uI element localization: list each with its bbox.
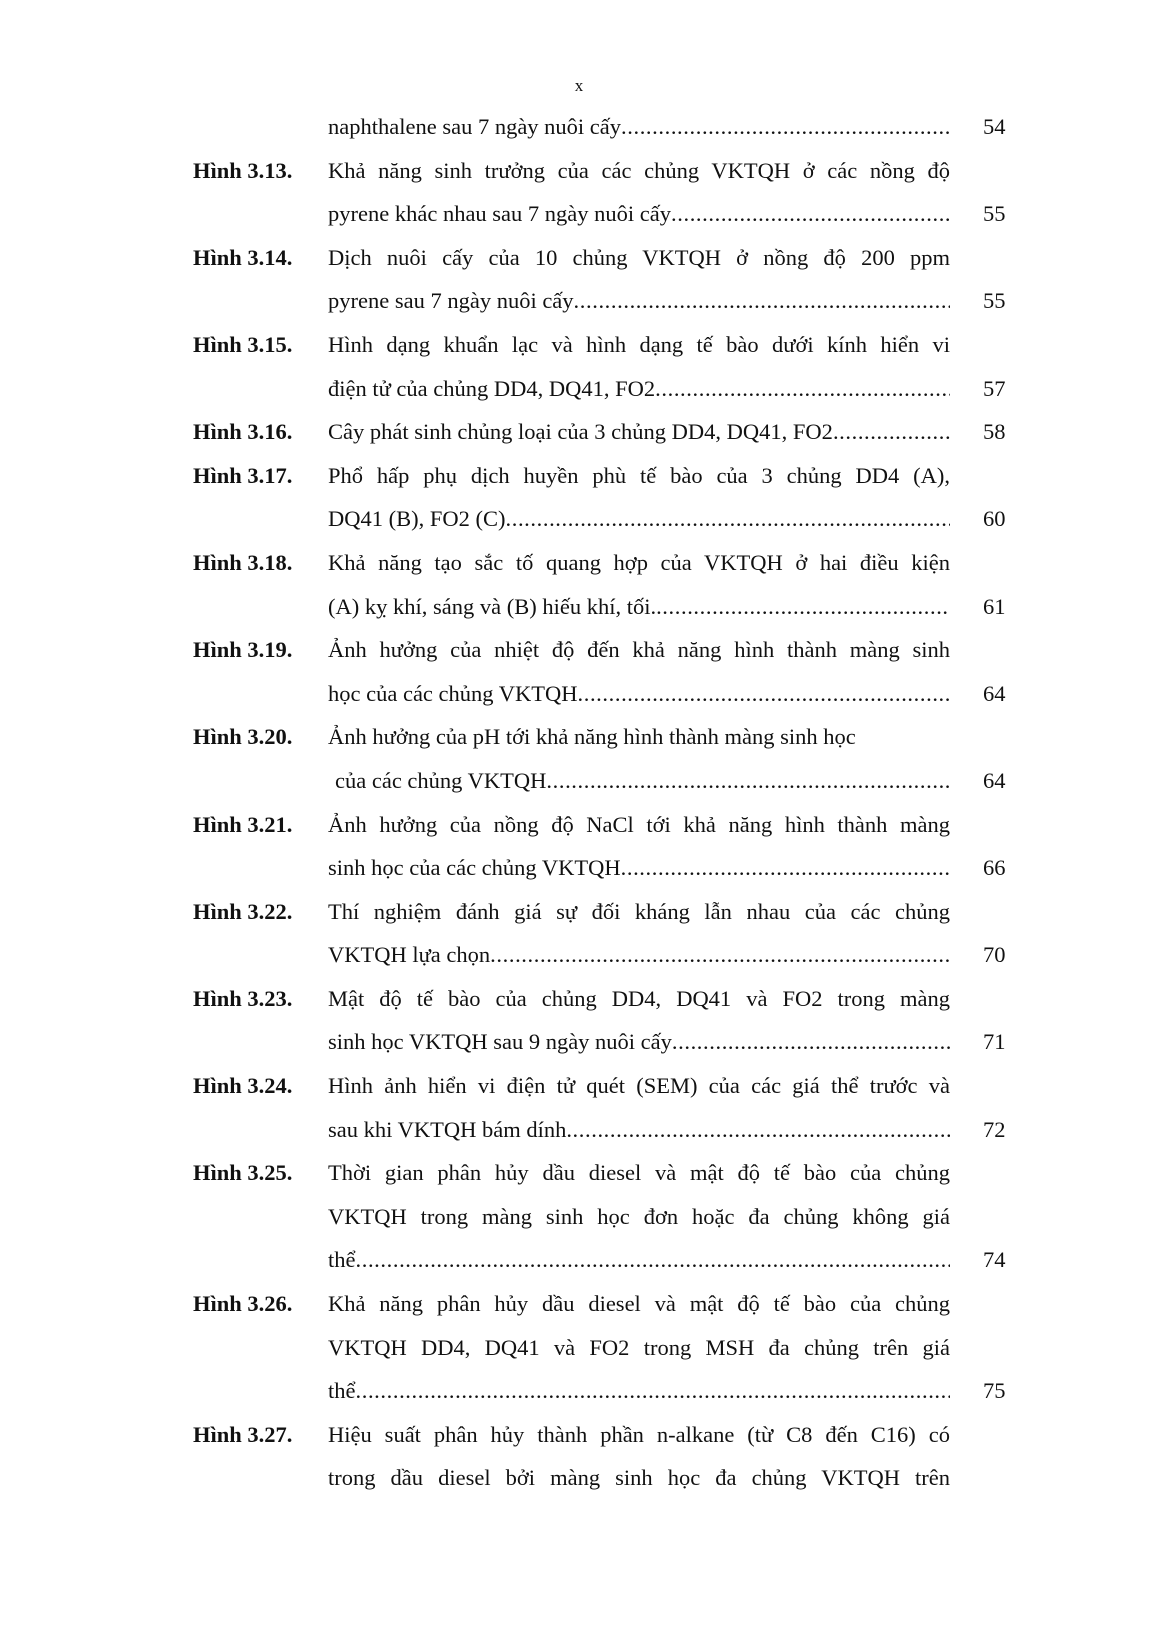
figure-title-text: Dịch nuôi cấy của 10 chủng VKTQH ở nồng độ 200 ppm [328,244,950,270]
dot-leader [490,933,950,977]
figure-entry-line [193,933,1033,977]
figure-entry-line [193,1369,1033,1413]
figure-title-text: Cây phát sinh chủng loại của 3 chủng DD4, DQ41, FO2 [328,419,833,445]
dot-leader [574,279,950,323]
page-number: 58 [983,419,1006,445]
figure-title-text: Thời gian phân hủy dầu diesel và mật độ tế bào của chủng [328,1160,950,1186]
page-number: 74 [983,1247,1006,1273]
figure-entry-line [193,1326,1033,1370]
figure-title-with-leader [328,672,950,716]
figure-entry-line [193,279,1033,323]
figure-title-text: naphthalene sau 7 ngày nuôi cấy [328,114,622,139]
figure-entry-line [193,541,1033,585]
figure-title-text: Ảnh hưởng của pH tới khả năng hình thành màng sinh học [328,724,856,750]
figure-entry-line [193,715,1033,759]
dot-leader [672,1020,950,1064]
figure-title-text: VKTQH DD4, DQ41 và FO2 trong MSH đa chủng trên giá [328,1334,950,1360]
figure-entry-line [193,410,1033,454]
figure-label: Hình 3.23. [193,985,293,1011]
figure-entry-line [193,585,1033,629]
figure-entry[interactable] [193,1413,1033,1500]
figure-entry-line [193,1151,1033,1195]
page-number: 55 [983,288,1006,314]
figure-entry[interactable] [193,236,1033,323]
figure-entry[interactable] [193,323,1033,410]
dot-leader [578,672,951,716]
figure-title-text: Mật độ tế bào của chủng DD4, DQ41 và FO2 trong màng [328,985,950,1011]
figure-entry[interactable] [193,541,1033,628]
figure-title-text: VKTQH lựa chọn [328,942,491,968]
figure-entry[interactable] [193,454,1033,541]
figure-title-text: sinh học của các chủng VKTQH [328,855,621,881]
figure-title-text: của các chủng VKTQH [335,767,547,793]
figure-label: Hình 3.14. [193,244,293,270]
figure-title-text: sinh học VKTQH sau 9 ngày nuôi cấy [328,1029,672,1055]
figure-label: Hình 3.27. [193,1421,293,1447]
figure-entry-line [193,628,1033,672]
figure-entry-line [193,1238,1033,1282]
figure-title-with-leader [328,192,950,236]
figure-title-text: DQ41 (B), FO2 (C) [328,506,506,532]
figure-label: Hình 3.17. [193,462,293,488]
page-number: 75 [983,1378,1006,1404]
figure-title-with-leader [335,759,950,803]
dot-leader [566,1108,950,1152]
figure-title-with-leader [328,497,950,541]
figure-title-with-leader [328,105,950,149]
figure-title-text: Thí nghiệm đánh giá sự đối kháng lẫn nhau của các chủng [328,898,950,924]
figure-title-with-leader [328,279,950,323]
figure-entry-line [193,1456,1033,1500]
figure-entry[interactable] [193,890,1033,977]
dot-leader [833,410,950,454]
figure-title-text: sau khi VKTQH bám dính [328,1116,567,1142]
figure-title-text: thể [328,1378,356,1404]
figure-title-text: học của các chủng VKTQH [328,680,578,706]
figure-entry-line [193,105,1033,149]
figure-title-text: Hình dạng khuẩn lạc và hình dạng tế bào dưới kính hiển vi [328,331,950,357]
figure-entry[interactable] [193,105,1033,149]
figure-entry-line [193,454,1033,498]
figure-entry[interactable] [193,1282,1033,1413]
figure-entry-line [193,1064,1033,1108]
figure-label: Hình 3.24. [193,1073,293,1099]
figure-title-text: pyrene sau 7 ngày nuôi cấy [328,288,574,314]
page-number: 55 [983,201,1006,227]
figure-entry-line [193,672,1033,716]
figure-title-text: Phổ hấp phụ dịch huyền phù tế bào của 3 chủng DD4 (A), [328,462,950,488]
figure-entry[interactable] [193,410,1033,454]
figure-label: Hình 3.26. [193,1291,293,1317]
figure-entry-line [193,1020,1033,1064]
figure-entry[interactable] [193,803,1033,890]
figure-title-with-leader [328,367,950,411]
page-number: 64 [983,767,1006,793]
figure-label: Hình 3.15. [193,331,293,357]
page-number: 72 [983,1116,1006,1142]
figure-entry-line [193,323,1033,367]
dot-leader [621,846,950,890]
figure-entry-line [193,890,1033,934]
figure-label: Hình 3.21. [193,811,293,837]
figure-title-text: pyrene khác nhau sau 7 ngày nuôi cấy [328,201,672,227]
figure-title-text: điện tử của chủng DD4, DQ41, FO2 [328,375,656,401]
figure-entry-line [193,846,1033,890]
figure-entry-line [193,1195,1033,1239]
figure-title-with-leader [328,1108,950,1152]
figure-title-with-leader [328,1369,950,1413]
dot-leader [356,1238,951,1282]
figure-entry-line [193,977,1033,1021]
figure-title-text: (A) kỵ khí, sáng và (B) hiếu khí, tối. [328,593,657,619]
figure-title-text: Ảnh hưởng của nồng độ NaCl tới khả năng hình thành màng [328,811,950,837]
figure-title-text: Khả năng tạo sắc tố quang hợp của VKTQH ở hai điều kiện [328,549,950,575]
figure-label: Hình 3.18. [193,549,293,575]
figure-label: Hình 3.25. [193,1160,293,1186]
page-number: 54 [983,114,1006,139]
figure-entry-line [193,759,1033,803]
figure-title-text: Hiệu suất phân hủy thành phần n-alkane (từ C8 đến C16) có [328,1421,950,1447]
figure-title-text: Khả năng phân hủy dầu diesel và mật độ tế bào của chủng [328,1291,950,1317]
figure-title-text: Ảnh hưởng của nhiệt độ đến khả năng hình thành màng sinh [328,637,950,663]
dot-leader [621,105,950,149]
dot-leader [546,759,950,803]
page-number: 61 [983,593,1006,619]
figure-label: Hình 3.16. [193,419,293,445]
dot-leader [356,1369,951,1413]
figure-title-text: VKTQH trong màng sinh học đơn hoặc đa chủng không giá [328,1203,950,1229]
figure-label: Hình 3.20. [193,724,293,750]
figure-entry[interactable] [193,715,1033,802]
figure-title-with-leader [328,410,950,454]
figure-entry[interactable] [193,1151,1033,1282]
figure-entry-line [193,149,1033,193]
figure-entry-line [193,1413,1033,1457]
figure-label: Hình 3.19. [193,637,293,663]
dot-leader [671,192,950,236]
figure-entry[interactable] [193,149,1033,236]
dot-leader [506,497,951,541]
figure-title-text: trong dầu diesel bởi màng sinh học đa chủng VKTQH trên [328,1465,950,1491]
figure-title-with-leader [328,1020,950,1064]
figure-entry-line [193,1282,1033,1326]
page-number: 64 [983,680,1006,706]
figure-entry-line [193,236,1033,280]
page-number: 57 [983,375,1006,401]
page-number: 71 [983,1029,1006,1055]
figure-entry-line [193,192,1033,236]
page-number: 60 [983,506,1006,532]
figure-label: Hình 3.13. [193,157,293,183]
figure-entry-line [193,497,1033,541]
page-number-roman: x [574,76,584,95]
figure-title-text: Hình ảnh hiển vi điện tử quét (SEM) của các giá thể trước và [328,1073,950,1099]
dot-leader [656,585,950,629]
figure-title-text: thể [328,1247,356,1273]
figure-entry[interactable] [193,628,1033,715]
figure-label: Hình 3.22. [193,898,293,924]
figure-entry-line [193,367,1033,411]
figure-title-with-leader [328,846,950,890]
page-number: 70 [983,942,1006,968]
page-number: 66 [983,855,1006,881]
figure-title-with-leader [328,1238,950,1282]
figure-entry[interactable] [193,1064,1033,1151]
figure-entry-line [193,1108,1033,1152]
figure-entry[interactable] [193,977,1033,1064]
figure-title-text: Khả năng sinh trưởng của các chủng VKTQH ở các nồng độ [328,157,950,183]
dot-leader [655,367,950,411]
list-of-figures [193,105,1033,1500]
figure-title-with-leader [328,585,950,629]
figure-entry-line [193,803,1033,847]
figure-title-with-leader [328,933,950,977]
